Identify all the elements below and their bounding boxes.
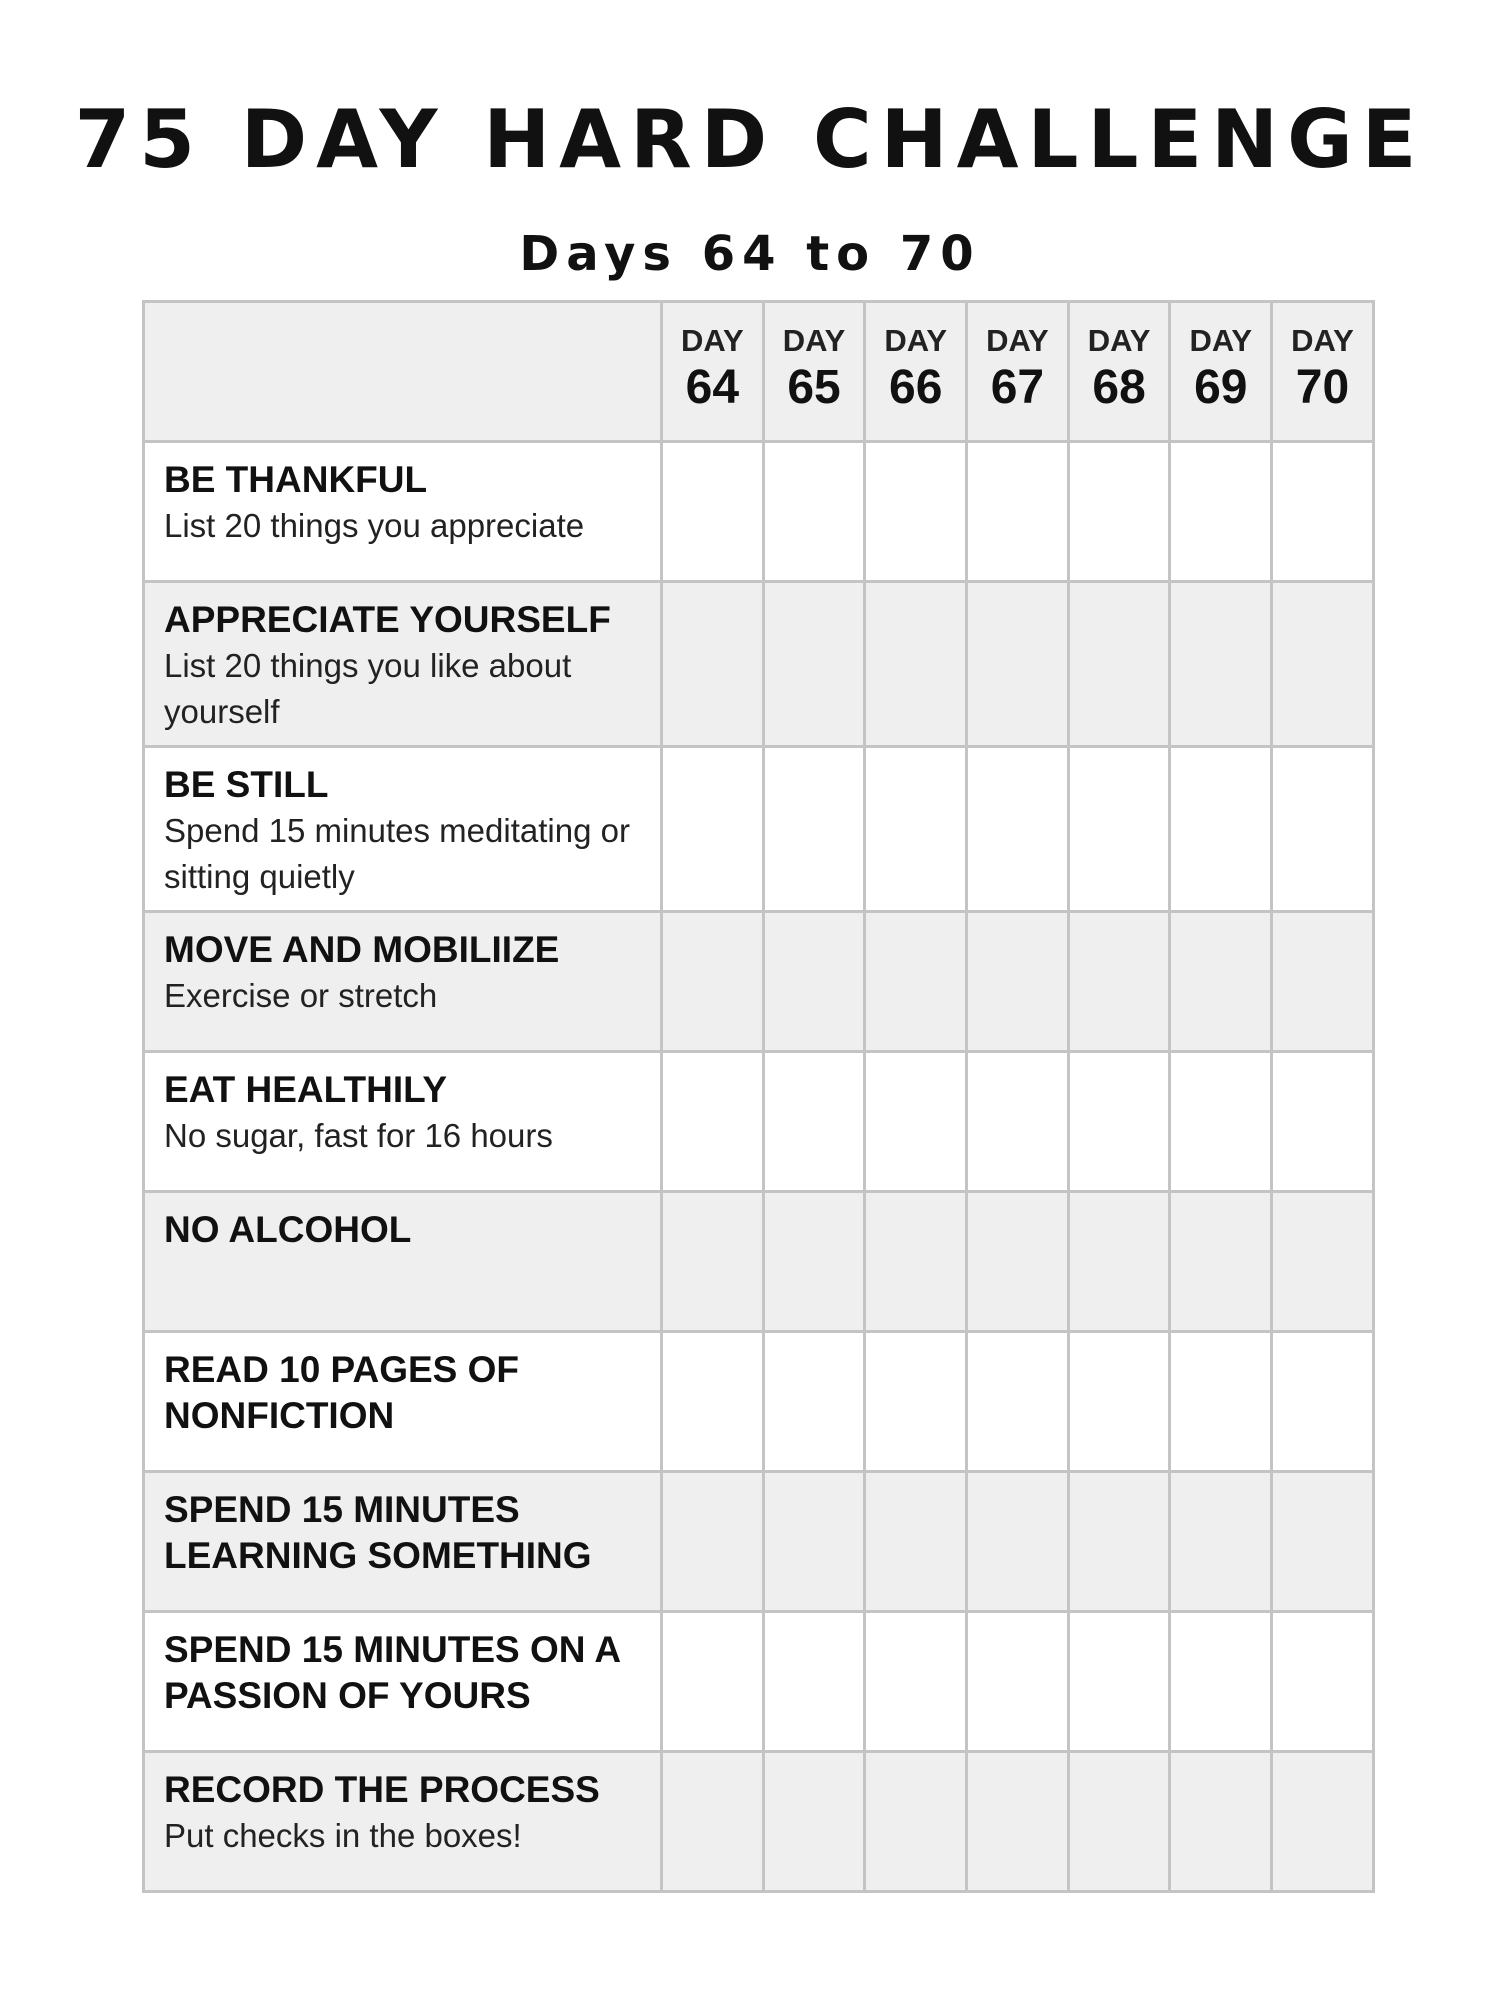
check-box-day-66[interactable] [865,582,967,747]
check-box-day-66[interactable] [865,1332,967,1472]
check-box-day-65[interactable] [763,1752,865,1892]
check-box-day-66[interactable] [865,912,967,1052]
day-number: 67 [990,361,1045,414]
check-box-day-67[interactable] [967,582,1069,747]
check-box-day-64[interactable] [662,1332,764,1472]
check-box-day-64[interactable] [662,1612,764,1752]
task-row-record-the-process [144,1752,1374,1892]
day-number: 68 [1092,361,1146,414]
check-box-day-64[interactable] [662,1752,764,1892]
check-box-day-64[interactable] [662,582,764,747]
check-box-day-67[interactable] [967,912,1069,1052]
check-box-day-69[interactable] [1170,747,1272,912]
task-title: SPEND 15 MINUTES ON A PASSION OF YOURS [164,1629,620,1716]
check-box-day-65[interactable] [763,912,865,1052]
task-cell [144,1612,662,1752]
check-box-day-67[interactable] [967,1472,1069,1612]
check-box-day-66[interactable] [865,1472,967,1612]
check-box-day-66[interactable] [865,1752,967,1892]
check-box-day-65[interactable] [763,1192,865,1332]
header-row [144,302,1374,442]
check-box-day-70[interactable] [1272,1752,1374,1892]
task-cell [144,1052,662,1192]
day-header-64 [662,302,764,442]
check-box-day-69[interactable] [1170,442,1272,582]
day-label: DAY [1087,323,1151,358]
check-box-day-65[interactable] [763,1052,865,1192]
day-header-65 [763,302,865,442]
check-box-day-70[interactable] [1272,912,1374,1052]
check-box-day-70[interactable] [1272,1052,1374,1192]
check-box-day-67[interactable] [967,747,1069,912]
task-description: List 20 things you like about yourself [164,647,572,730]
day-number: 66 [889,361,943,414]
check-box-day-69[interactable] [1170,1472,1272,1612]
check-box-day-67[interactable] [967,1612,1069,1752]
task-row-read-nonfiction [144,1332,1374,1472]
check-box-day-69[interactable] [1170,582,1272,747]
check-box-day-66[interactable] [865,1052,967,1192]
day-label: DAY [1291,323,1354,358]
task-row-passion [144,1612,1374,1752]
task-row-learning [144,1472,1374,1612]
check-box-day-64[interactable] [662,1192,764,1332]
header-corner-cell [144,302,662,442]
task-row-appreciate-yourself [144,582,1374,747]
task-row-no-alcohol [144,1192,1374,1332]
task-cell [144,1192,662,1332]
day-label: DAY [782,323,846,358]
task-title: BE STILL [164,764,329,805]
check-box-day-69[interactable] [1170,1332,1272,1472]
check-box-day-68[interactable] [1068,1752,1170,1892]
task-cell [144,582,662,747]
check-box-day-66[interactable] [865,1192,967,1332]
check-box-day-68[interactable] [1068,1052,1170,1192]
check-box-day-65[interactable] [763,1472,865,1612]
challenge-tracker-table [142,300,1375,1893]
day-label: DAY [884,323,948,358]
page-title: 75 DAY HARD CHALLENGE [74,93,1426,186]
task-description: Spend 15 minutes meditating or sitting quietly [164,812,630,895]
check-box-day-70[interactable] [1272,1192,1374,1332]
day-number: 65 [787,361,841,414]
check-box-day-70[interactable] [1272,1612,1374,1752]
check-box-day-64[interactable] [662,747,764,912]
day-header-67 [967,302,1069,442]
check-box-day-69[interactable] [1170,1752,1272,1892]
check-box-day-66[interactable] [865,1612,967,1752]
day-header-70 [1272,302,1374,442]
check-box-day-64[interactable] [662,1472,764,1612]
task-row-be-thankful [144,442,1374,582]
check-box-day-67[interactable] [967,1052,1069,1192]
check-box-day-68[interactable] [1068,442,1170,582]
check-box-day-70[interactable] [1272,442,1374,582]
task-title: MOVE AND MOBILIIZE [164,929,560,970]
check-box-day-67[interactable] [967,1752,1069,1892]
day-label: DAY [681,323,744,358]
check-box-day-68[interactable] [1068,1192,1170,1332]
check-box-day-68[interactable] [1068,747,1170,912]
day-header-68 [1068,302,1170,442]
check-box-day-68[interactable] [1068,1612,1170,1752]
task-title: READ 10 PAGES OF NONFICTION [164,1349,520,1436]
day-number: 70 [1295,361,1350,414]
task-title: APPRECIATE YOURSELF [164,599,611,640]
task-row-be-still [144,747,1374,912]
check-box-day-70[interactable] [1272,582,1374,747]
task-title: SPEND 15 MINUTES LEARNING SOMETHING [164,1489,592,1576]
day-number: 69 [1194,361,1248,414]
check-box-day-67[interactable] [967,1192,1069,1332]
check-box-day-65[interactable] [763,747,865,912]
day-header-69 [1170,302,1272,442]
check-box-day-67[interactable] [967,442,1069,582]
day-number: 64 [685,361,740,414]
check-box-day-69[interactable] [1170,1192,1272,1332]
check-box-day-70[interactable] [1272,1472,1374,1612]
task-cell [144,912,662,1052]
page-subtitle: Days 64 to 70 [519,226,981,282]
check-box-day-68[interactable] [1068,582,1170,747]
day-label: DAY [1189,323,1253,358]
check-box-day-65[interactable] [763,582,865,747]
task-title: BE THANKFUL [164,459,428,500]
check-box-day-66[interactable] [865,442,967,582]
task-cell [144,1472,662,1612]
check-box-day-66[interactable] [865,747,967,912]
check-box-day-64[interactable] [662,442,764,582]
check-box-day-64[interactable] [662,912,764,1052]
day-header-66 [865,302,967,442]
task-description: Put checks in the boxes! [164,1817,522,1854]
task-title: EAT HEALTHILY [164,1069,447,1110]
task-cell [144,747,662,912]
task-row-move-and-mobilize [144,912,1374,1052]
day-label: DAY [986,323,1049,358]
check-box-day-70[interactable] [1272,1332,1374,1472]
task-title: RECORD THE PROCESS [164,1769,600,1810]
check-box-day-69[interactable] [1170,1612,1272,1752]
check-box-day-67[interactable] [967,1332,1069,1472]
check-box-day-68[interactable] [1068,1472,1170,1612]
task-cell [144,442,662,582]
check-box-day-65[interactable] [763,1332,865,1472]
task-description: Exercise or stretch [164,977,438,1014]
check-box-day-65[interactable] [763,442,865,582]
check-box-day-68[interactable] [1068,1332,1170,1472]
check-box-day-69[interactable] [1170,912,1272,1052]
task-cell [144,1752,662,1892]
task-cell [144,1332,662,1472]
check-box-day-65[interactable] [763,1612,865,1752]
check-box-day-69[interactable] [1170,1052,1272,1192]
task-row-eat-healthily [144,1052,1374,1192]
task-description: No sugar, fast for 16 hours [164,1117,553,1154]
task-title: NO ALCOHOL [164,1209,412,1250]
check-box-day-64[interactable] [662,1052,764,1192]
check-box-day-70[interactable] [1272,747,1374,912]
task-description: List 20 things you appreciate [164,507,585,544]
check-box-day-68[interactable] [1068,912,1170,1052]
